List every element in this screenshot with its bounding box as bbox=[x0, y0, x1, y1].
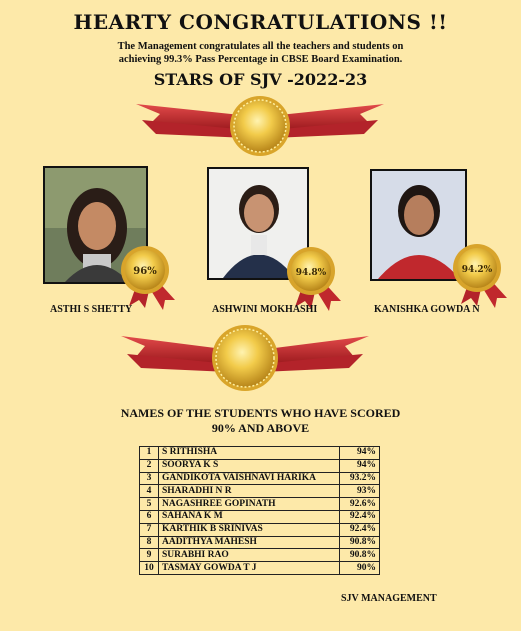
row-number: 4 bbox=[140, 485, 159, 498]
score-list-heading bbox=[0, 406, 521, 436]
table-row bbox=[140, 536, 380, 549]
student-percentage: 93.2% bbox=[340, 472, 380, 485]
congrats-line-2: achieving 99.3% Pass Percentage in CBSE Board Examination. bbox=[118, 54, 403, 65]
row-number: 9 bbox=[140, 549, 159, 562]
row-number: 6 bbox=[140, 510, 159, 523]
row-number: 2 bbox=[140, 459, 159, 472]
student-name: TASMAY GOWDA T J bbox=[158, 562, 339, 575]
student-name: AADITHYA MAHESH bbox=[158, 536, 339, 549]
row-number: 3 bbox=[140, 472, 159, 485]
table-row bbox=[140, 562, 380, 575]
student-name: GANDIKOTA VAISHNAVI HARIKA bbox=[158, 472, 339, 485]
table-row bbox=[140, 459, 380, 472]
topper-name-1: ASTHI S SHETTY bbox=[50, 304, 133, 315]
percentage-label-3: 94.2% bbox=[461, 265, 493, 275]
congrats-line-1: The Management congratulates all the teachers and students on bbox=[117, 41, 404, 52]
student-name: SHARADHI N R bbox=[158, 485, 339, 498]
percentage-medal-2 bbox=[283, 245, 347, 311]
percentage-label-1: 96% bbox=[133, 266, 157, 277]
row-number: 8 bbox=[140, 536, 159, 549]
congrats-message bbox=[60, 40, 461, 66]
gold-medal-banner-middle bbox=[115, 322, 375, 392]
student-percentage: 90% bbox=[340, 562, 380, 575]
page-title: HEARTY CONGRATULATIONS !! bbox=[73, 10, 448, 34]
student-percentage: 90.8% bbox=[340, 536, 380, 549]
table-row bbox=[140, 510, 380, 523]
gold-medal-banner-top bbox=[130, 94, 390, 158]
percentage-medal-1 bbox=[117, 244, 181, 310]
row-number: 7 bbox=[140, 523, 159, 536]
row-number: 5 bbox=[140, 498, 159, 511]
row-number: 10 bbox=[140, 562, 159, 575]
scores-table bbox=[139, 446, 380, 575]
student-percentage: 94% bbox=[340, 459, 380, 472]
student-percentage: 90.8% bbox=[340, 549, 380, 562]
student-name: KARTHIK B SRINIVAS bbox=[158, 523, 339, 536]
row-number: 1 bbox=[140, 447, 159, 460]
percentage-medal-3 bbox=[449, 242, 513, 308]
topper-name-2: ASHWINI MOKHASHI bbox=[212, 304, 318, 315]
student-percentage: 92.4% bbox=[340, 510, 380, 523]
management-signature: SJV MANAGEMENT bbox=[341, 593, 437, 604]
table-row bbox=[140, 523, 380, 536]
student-percentage: 92.4% bbox=[340, 523, 380, 536]
table-row bbox=[140, 549, 380, 562]
topper-name-3: KANISHKA GOWDA N bbox=[374, 304, 480, 315]
score-list-heading-line-2: 90% AND ABOVE bbox=[211, 421, 310, 435]
student-name: S RITHISHA bbox=[158, 447, 339, 460]
student-percentage: 92.6% bbox=[340, 498, 380, 511]
student-percentage: 94% bbox=[340, 447, 380, 460]
table-row bbox=[140, 447, 380, 460]
student-percentage: 93% bbox=[340, 485, 380, 498]
student-name: SURABHI RAO bbox=[158, 549, 339, 562]
student-name: SAHANA K M bbox=[158, 510, 339, 523]
score-list-heading-line-1: NAMES OF THE STUDENTS WHO HAVE SCORED bbox=[120, 406, 401, 420]
student-name: SOORYA K S bbox=[158, 459, 339, 472]
table-row bbox=[140, 472, 380, 485]
table-row bbox=[140, 498, 380, 511]
student-name: NAGASHREE GOPINATH bbox=[158, 498, 339, 511]
percentage-label-2: 94.8% bbox=[295, 268, 327, 278]
table-row bbox=[140, 485, 380, 498]
stars-heading: STARS OF SJV -2022-23 bbox=[153, 70, 368, 89]
